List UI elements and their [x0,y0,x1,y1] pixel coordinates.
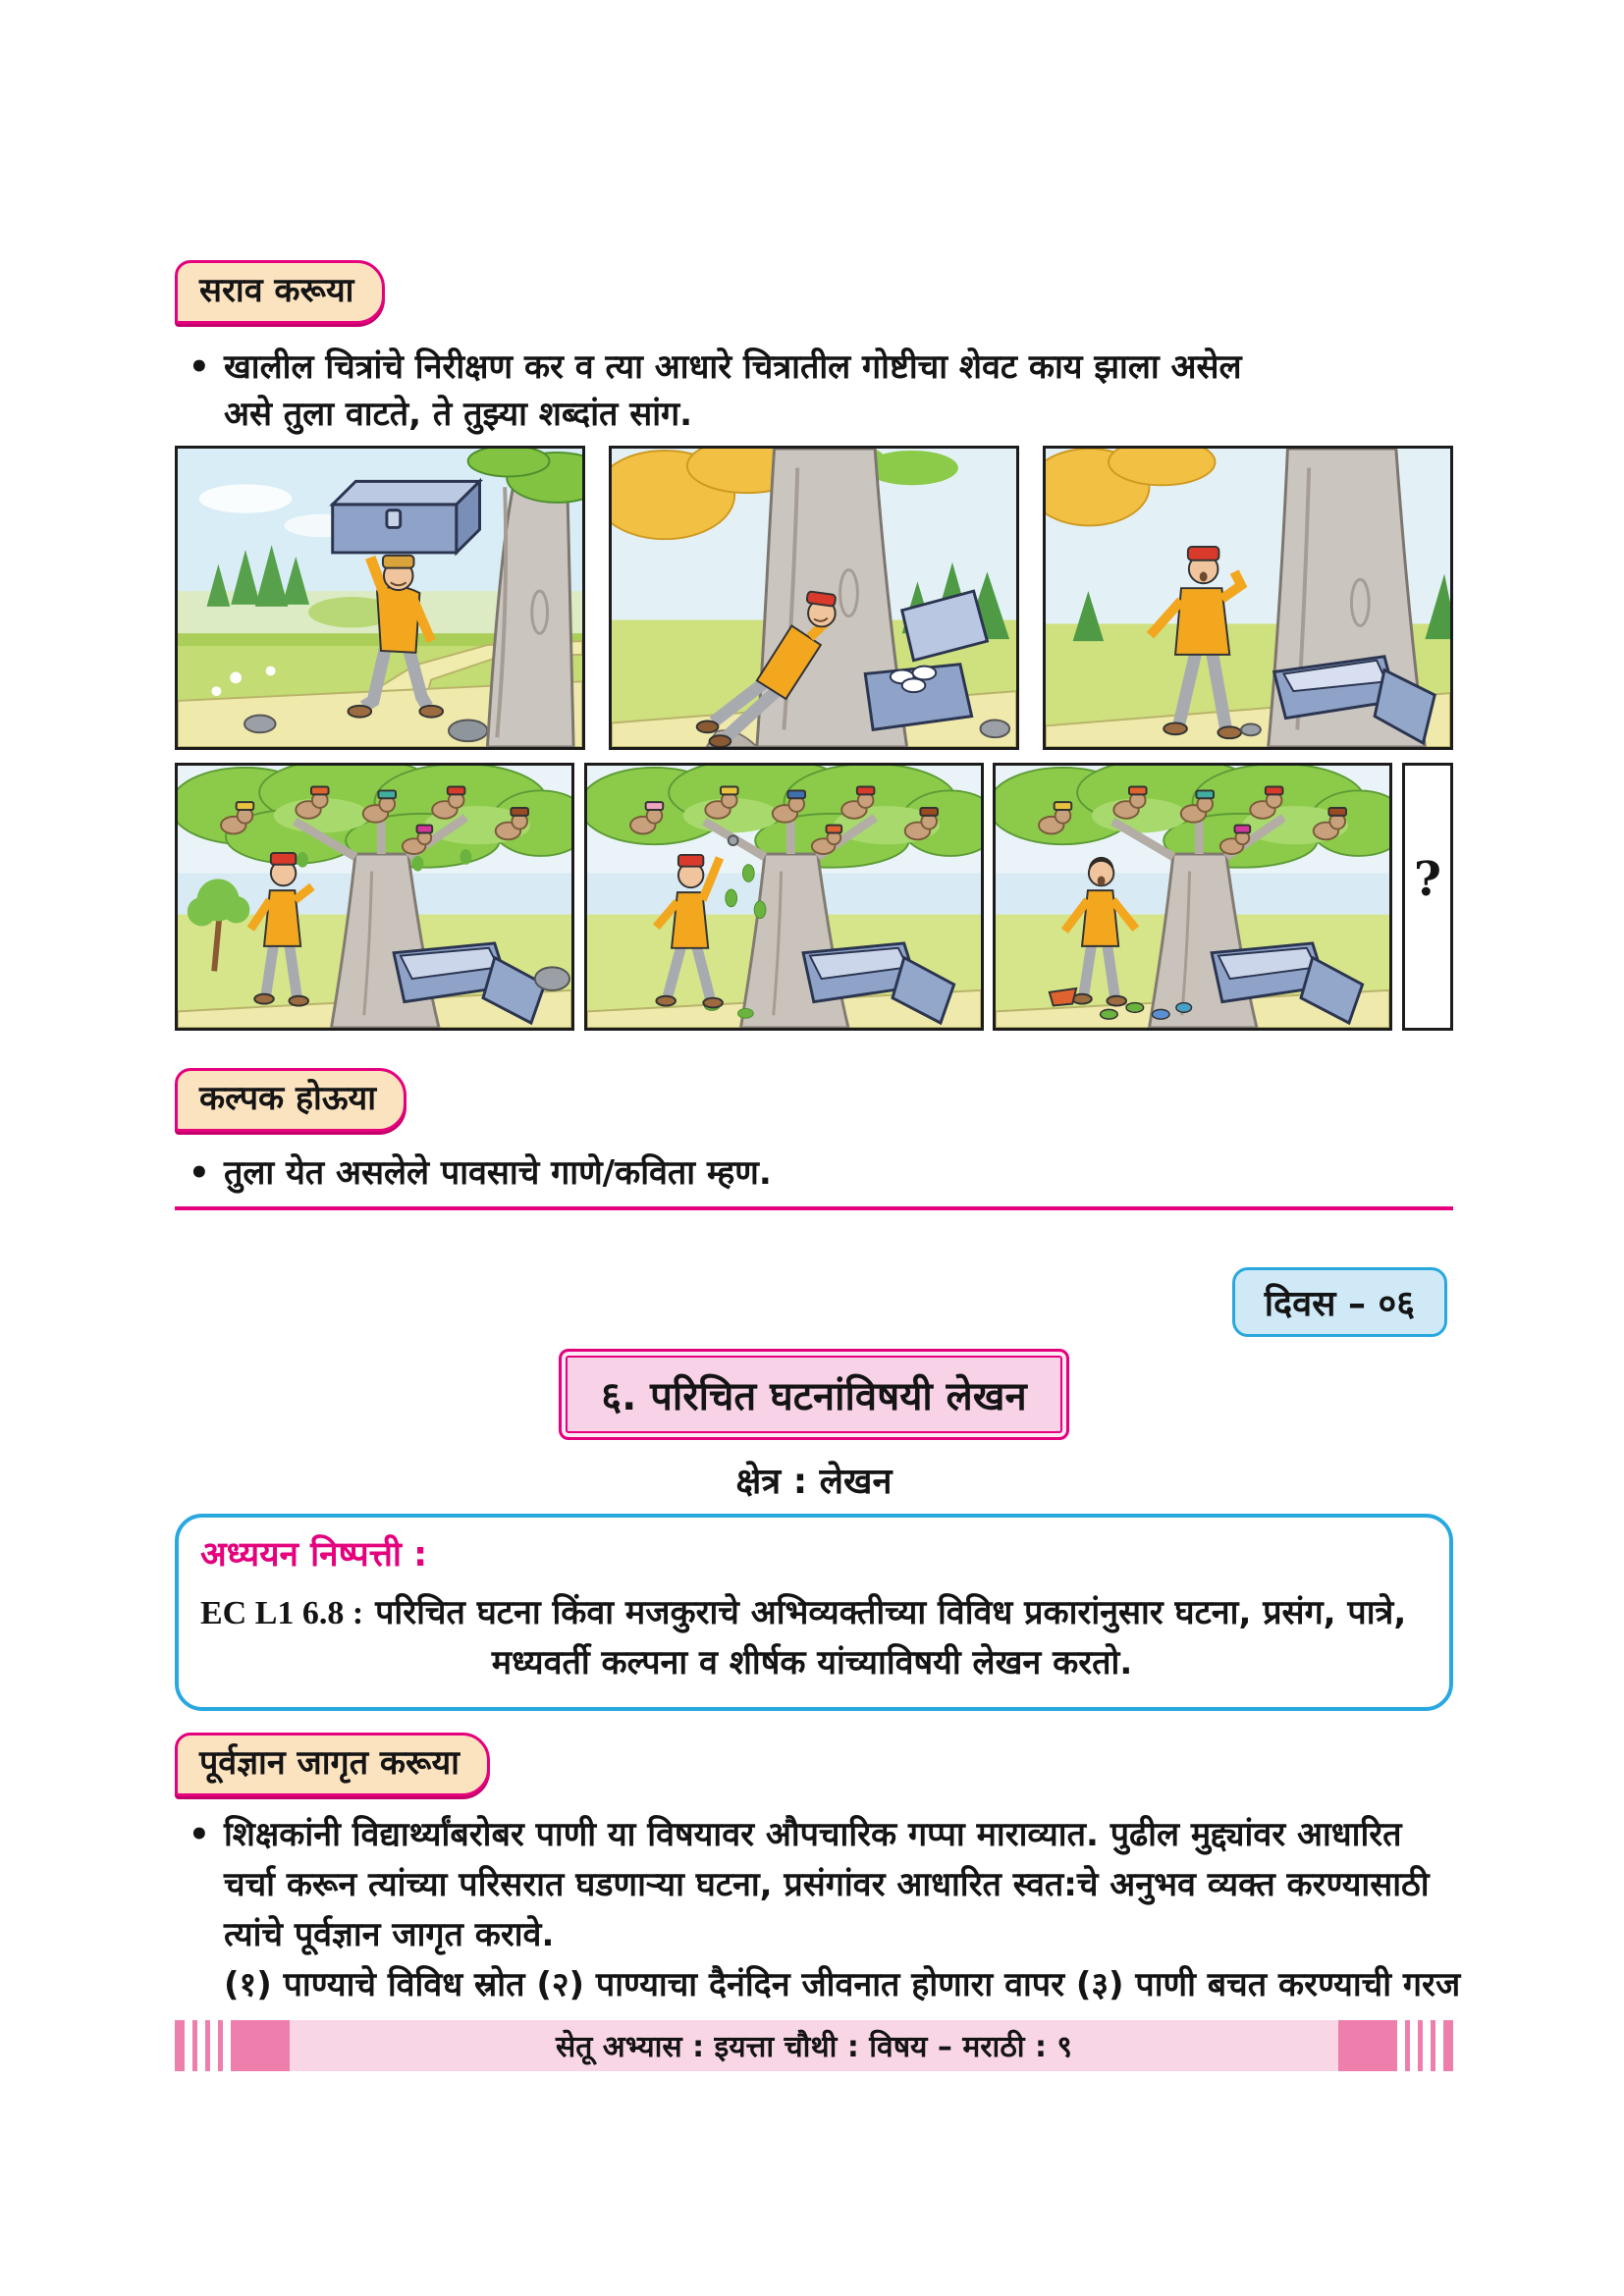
comic-panel-cap-thrown-down [993,763,1392,1031]
bullet-icon: • [189,347,210,388]
comic-panel-monkeys-with-caps [175,763,574,1031]
practice-instruction [189,344,1453,438]
creative-badge: कल्पक होऊया [175,1068,406,1132]
footer-bar [175,2020,1453,2071]
footer-block-left [231,2020,290,2071]
creative-instruction-text: तुला येत असलेले पावसाचे गाणे/कविता म्हण. [224,1153,772,1194]
comic-panel-cap-seller-walking [175,446,585,750]
prior-knowledge-line1: शिक्षकांनी विद्यार्थ्यांबरोबर पाणी या विषयावर औपचारिक गप्पा माराव्यात. पुढील मुद्द्यांवर आधारित [224,1814,1402,1854]
practice-instruction-line2: असे तुला वाटते, ते तुझ्या शब्दांत सांग. [224,395,693,435]
question-mark: ? [1413,851,1442,907]
prior-knowledge-points: (१) पाण्याचे विविध स्रोत (२) पाण्याचा दैनंदिन जीवनात होणारा वापर (३) पाणी बचत करण्याची गरज [224,1964,1461,2004]
day-badge: दिवस – ०६ [1232,1267,1447,1337]
practice-badge: सराव करूया [175,260,385,324]
footer-middle [290,2020,1338,2071]
prior-knowledge-line3: त्यांचे पूर्वज्ञान जागृत करावे. [224,1914,555,1954]
practice-instruction-line1: खालील चित्रांचे निरीक्षण कर व त्या आधारे चित्रातील गोष्टीचा शेवट काय झाला असेल [224,347,1242,388]
footer-block-right [1338,2020,1397,2071]
learning-outcome-box [175,1514,1453,1711]
creative-instruction [189,1149,1453,1197]
section-divider [175,1206,1453,1210]
page-content [175,0,1461,2071]
outcome-code: EC L1 6.8 : [200,1594,364,1631]
comic-strip-row-1 [175,446,1453,750]
comic-panel-man-throwing [584,763,984,1031]
footer-stripes-right [1397,2020,1453,2071]
outcome-line1 [200,1588,1424,1638]
footer-stripes-left [175,2020,231,2071]
bullet-icon: • [189,1153,210,1194]
prior-knowledge-paragraph [189,1810,1461,2010]
outcome-label: अध्ययन निष्पत्ती : [200,1535,428,1575]
outcome-text-line2: मध्यवर्ती कल्पना व शीर्षक यांच्याविषयी लेखन करतो. [491,1642,1133,1682]
lesson-area: क्षेत्र : लेखन [735,1462,893,1503]
comic-panel-cap-seller-resting [609,446,1019,750]
bullet-icon: • [189,1814,210,1854]
outcome-text-line1: परिचित घटना किंवा मजकुराचे अभिव्यक्तीच्या विविध प्रकारांनुसार घटना, प्रसंग, पात्रे, [375,1592,1407,1632]
lesson-title: ६. परिचित घटनांविषयी लेखन [559,1349,1068,1440]
comic-strip-row-2 [175,763,1453,1031]
prior-knowledge-badge: पूर्वज्ञान जागृत करूया [175,1733,490,1796]
comic-panel-question [1402,763,1453,1031]
footer-text: सेतू अभ्यास : इयत्ता चौथी : विषय – मराठी : ९ [555,2030,1073,2065]
prior-knowledge-line2: चर्चा करून त्यांच्या परिसरात घडणाऱ्या घटना, प्रसंगांवर आधारित स्वत:चे अनुभव व्यक्त करण्यासाठी [224,1864,1430,1904]
comic-panel-cap-seller-surprised [1043,446,1453,750]
